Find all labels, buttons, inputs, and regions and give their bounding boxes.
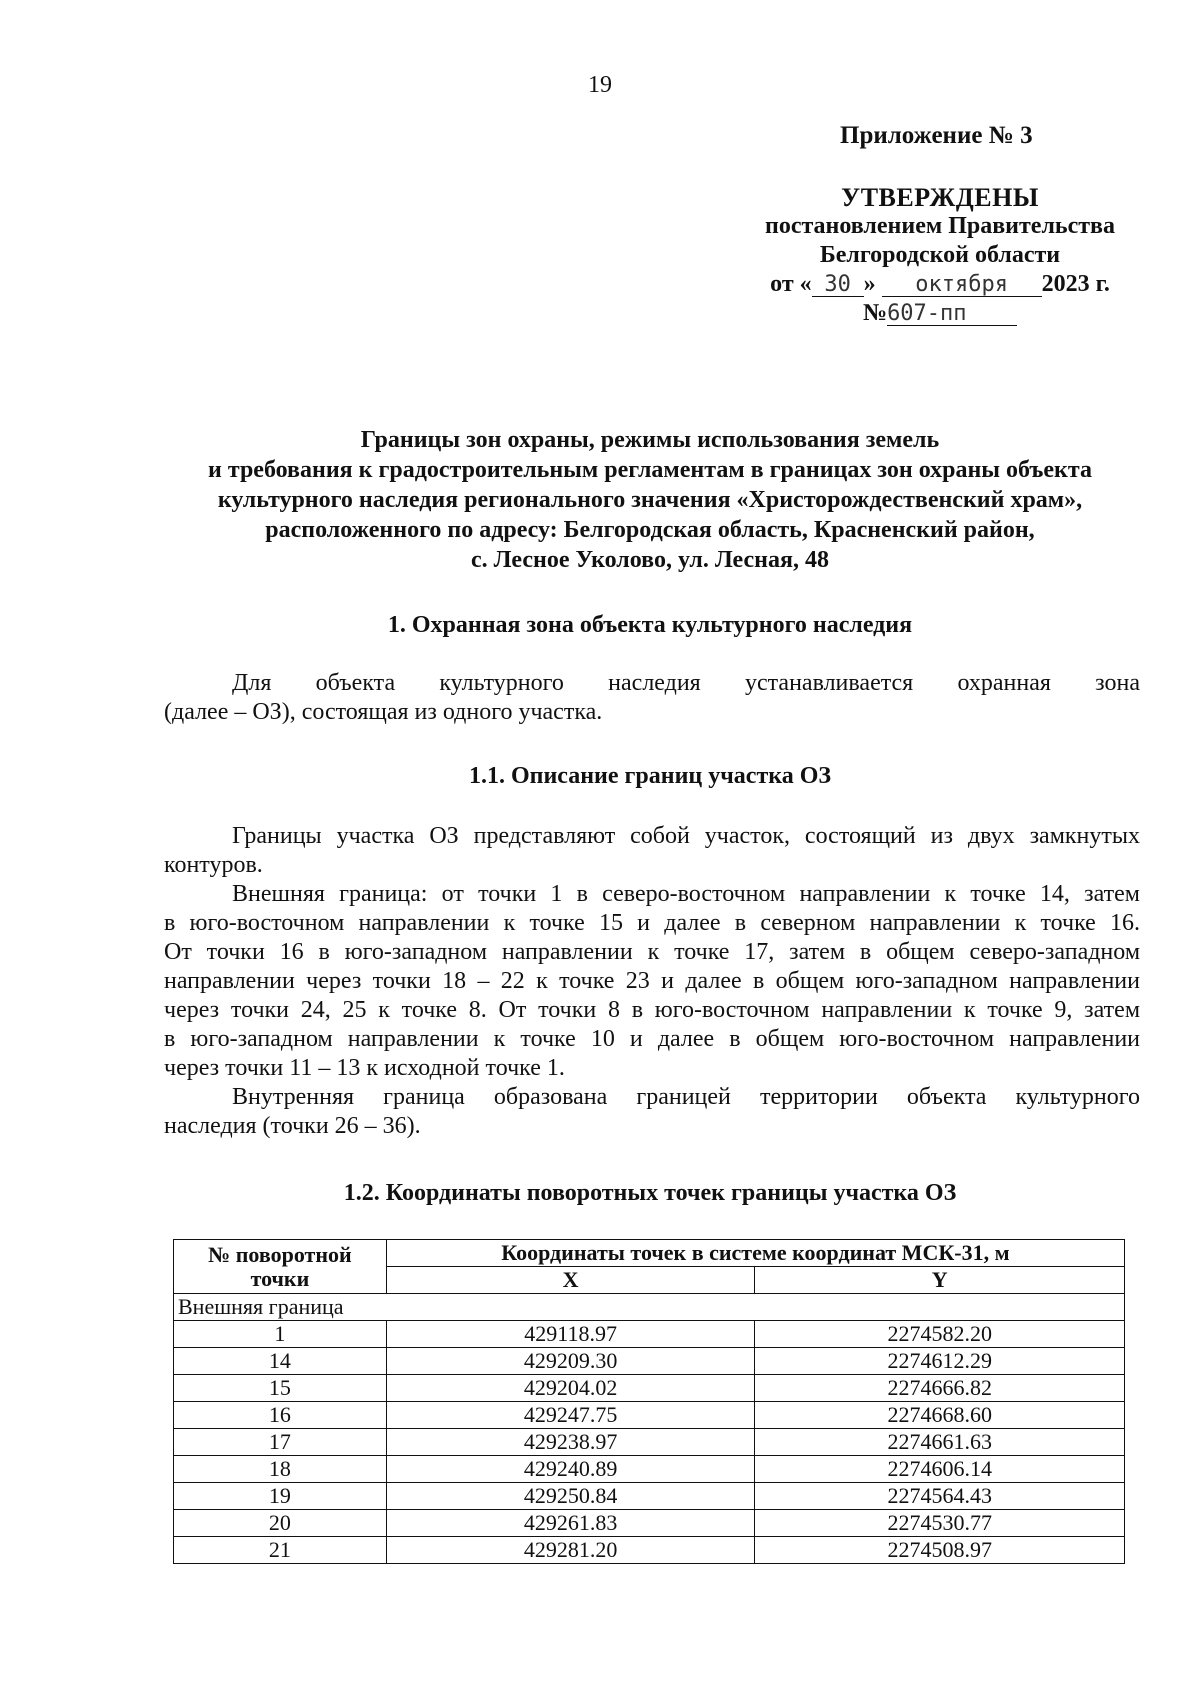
date-year: 2023 г. [1041,271,1110,297]
section-1-heading: 1. Охранная зона объекта культурного наследия [387,612,913,638]
point-cell: 14 [174,1348,387,1375]
point-number-header: № поворотной точки [174,1240,387,1294]
number-prefix: № [862,300,888,326]
table-row [174,1483,1125,1510]
section-1-2-heading: 1.2. Координаты поворотных точек границы участка ОЗ [343,1180,957,1206]
title-line: расположенного по адресу: Белгородская область, Красненский район, [265,517,1035,543]
paragraph-line: через точки 24, 25 к точке 8. От точки 8 в юго-восточном направлении к точке 9, затем [164,997,1140,1023]
paragraph-line: Внутренняя граница образована границей территории объекта культурного [232,1084,1140,1110]
table-row [174,1321,1125,1348]
table-row [174,1510,1125,1537]
x-cell: 429247.75 [386,1402,755,1429]
y-cell: 2274661.63 [755,1429,1125,1456]
table-row [174,1348,1125,1375]
table-row [174,1402,1125,1429]
title-line: и требования к градостроительным регламентам в границах зон охраны объекта [208,457,1092,483]
section-1-paragraph [164,669,1140,727]
x-cell: 429240.89 [386,1456,755,1483]
date-month: октября [882,274,1042,297]
paragraph-line: через точки 11 – 13 к исходной точке 1. [164,1055,565,1081]
outer-boundary-label: Внешняя граница [174,1294,1125,1321]
y-cell: 2274530.77 [755,1510,1125,1537]
point-cell: 1 [174,1321,387,1348]
y-cell: 2274508.97 [755,1537,1125,1564]
x-cell: 429281.20 [386,1537,755,1564]
point-cell: 16 [174,1402,387,1429]
paragraph-line: направлении через точки 18 – 22 к точке 23 и далее в общем юго-западном направлении [164,968,1140,994]
y-cell: 2274612.29 [755,1348,1125,1375]
paragraph-line: наследия (точки 26 – 36). [164,1113,421,1139]
paragraph-line: От точки 16 в юго-западном направлении к точке 17, затем в общем северо-западном [164,939,1140,965]
x-cell: 429209.30 [386,1348,755,1375]
x-cell: 429261.83 [386,1510,755,1537]
approval-number [740,299,1140,328]
approval-line-1: постановлением Правительства [764,213,1115,239]
approved-label: УТВЕРЖДЕНЫ [841,183,1039,212]
title-line: Границы зон охраны, режимы использования земель [360,427,940,453]
table-row [174,1375,1125,1402]
appendix-label: Приложение № 3 [840,122,1033,149]
section-1-1-paragraph-2 [164,880,1140,1083]
x-cell: 429204.02 [386,1375,755,1402]
coordinates-table [173,1239,1125,1564]
paragraph-line: Внешняя граница: от точки 1 в северо-восточном направлении к точке 14, затем [232,881,1140,907]
approval-line-2: Белгородской области [819,242,1061,268]
y-cell: 2274668.60 [755,1402,1125,1429]
point-cell: 17 [174,1429,387,1456]
y-cell: 2274582.20 [755,1321,1125,1348]
approval-block [740,183,1140,328]
coordinates-header: Координаты точек в системе координат МСК-31, м [386,1240,1124,1267]
document-title [120,425,1180,575]
table-row [174,1456,1125,1483]
table-row [174,1537,1125,1564]
section-1-1-paragraph-3 [164,1083,1140,1141]
y-cell: 2274564.43 [755,1483,1125,1510]
date-mid: » [863,271,876,297]
x-cell: 429250.84 [386,1483,755,1510]
paragraph-line: Границы участка ОЗ представляют собой участок, состоящий из двух замкнутых [232,823,1140,849]
approval-date [740,270,1140,299]
table-row [174,1429,1125,1456]
x-cell: 429118.97 [386,1321,755,1348]
paragraph-line: Для объекта культурного наследия устанавливается охранная зона [232,670,1140,696]
title-line: культурного наследия регионального значения «Христорождественский храм», [217,487,1083,513]
y-header: Y [755,1267,1125,1294]
paragraph-line: в юго-западном направлении к точке 10 и далее в общем юго-восточном направлении [164,1026,1140,1052]
number-value: 607-пп [887,303,1017,326]
point-cell: 19 [174,1483,387,1510]
title-line: с. Лесное Уколово, ул. Лесная, 48 [471,547,829,573]
point-cell: 20 [174,1510,387,1537]
paragraph-line: контуров. [164,852,263,878]
point-cell: 21 [174,1537,387,1564]
y-cell: 2274666.82 [755,1375,1125,1402]
section-1-1-heading: 1.1. Описание границ участка ОЗ [468,763,832,789]
y-cell: 2274606.14 [755,1456,1125,1483]
date-prefix: от « [770,271,812,297]
section-1-1-paragraph-1 [164,822,1140,880]
paragraph-line: (далее – ОЗ), состоящая из одного участка. [164,699,603,725]
page-number: 19 [588,72,612,98]
date-day: 30 [812,274,864,297]
x-header: X [386,1267,755,1294]
table-group-row [174,1294,1125,1321]
point-cell: 15 [174,1375,387,1402]
x-cell: 429238.97 [386,1429,755,1456]
point-cell: 18 [174,1456,387,1483]
table-header-row [174,1240,1125,1267]
paragraph-line: в юго-восточном направлении к точке 15 и далее в северном направлении к точке 16. [164,910,1140,936]
